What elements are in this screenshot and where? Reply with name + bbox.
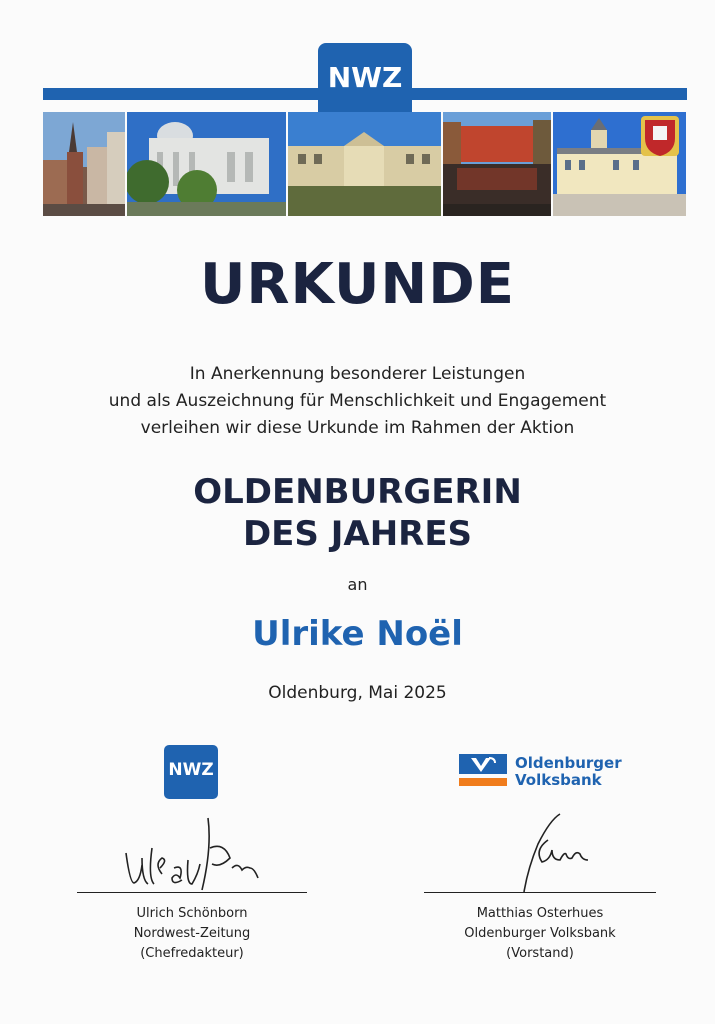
lake-building-photo	[443, 112, 551, 216]
volksbank-logo	[459, 754, 629, 794]
right-signer-block	[424, 904, 656, 964]
volksbank-v-icon	[459, 754, 507, 788]
intro-line-2: und als Auszeichnung für Menschlichkeit und Engagement	[108, 391, 607, 411]
left-signature	[116, 808, 266, 898]
left-signer-role: (Chefredakteur)	[140, 946, 244, 961]
left-signer-block	[77, 904, 307, 964]
header-stripe-left	[43, 88, 318, 100]
header-stripe-right	[412, 88, 687, 100]
award-line-1: OLDENBURGERIN	[193, 472, 522, 512]
intro-line-3: verleihen wir diese Urkunde im Rahmen der Aktion	[140, 418, 575, 438]
place-date: Oldenburg, Mai 2025	[268, 683, 447, 703]
street-houses-photo	[43, 112, 125, 216]
right-signer-role: (Vorstand)	[506, 946, 574, 961]
certificate-title: URKUNDE	[199, 252, 516, 317]
right-signature-line	[424, 892, 656, 893]
right-signer-org: Oldenburger Volksbank	[464, 926, 616, 941]
right-signer-name: Matthias Osterhues	[476, 906, 604, 921]
recipient-name: Ulrike Noël	[252, 614, 463, 654]
intro-line-1: In Anerkennung besonderer Leistungen	[189, 364, 526, 384]
right-signature	[508, 810, 598, 900]
nwz-small-logo	[164, 745, 218, 799]
left-signer-name: Ulrich Schönborn	[136, 906, 248, 921]
town-hall-photo	[553, 112, 686, 216]
award-line-2: DES JAHRES	[242, 514, 473, 554]
to-word: an	[347, 575, 368, 594]
palace-photo	[288, 112, 441, 216]
volksbank-logo-line1: Oldenburger	[515, 754, 622, 772]
volksbank-logo-line2: Volksbank	[515, 771, 602, 789]
nwz-small-logo-text: NWZ	[168, 760, 214, 780]
left-signer-org: Nordwest-Zeitung	[133, 926, 251, 941]
theater-photo	[127, 112, 286, 216]
nwz-logo-text: NWZ	[327, 61, 403, 94]
left-signature-line	[77, 892, 307, 893]
